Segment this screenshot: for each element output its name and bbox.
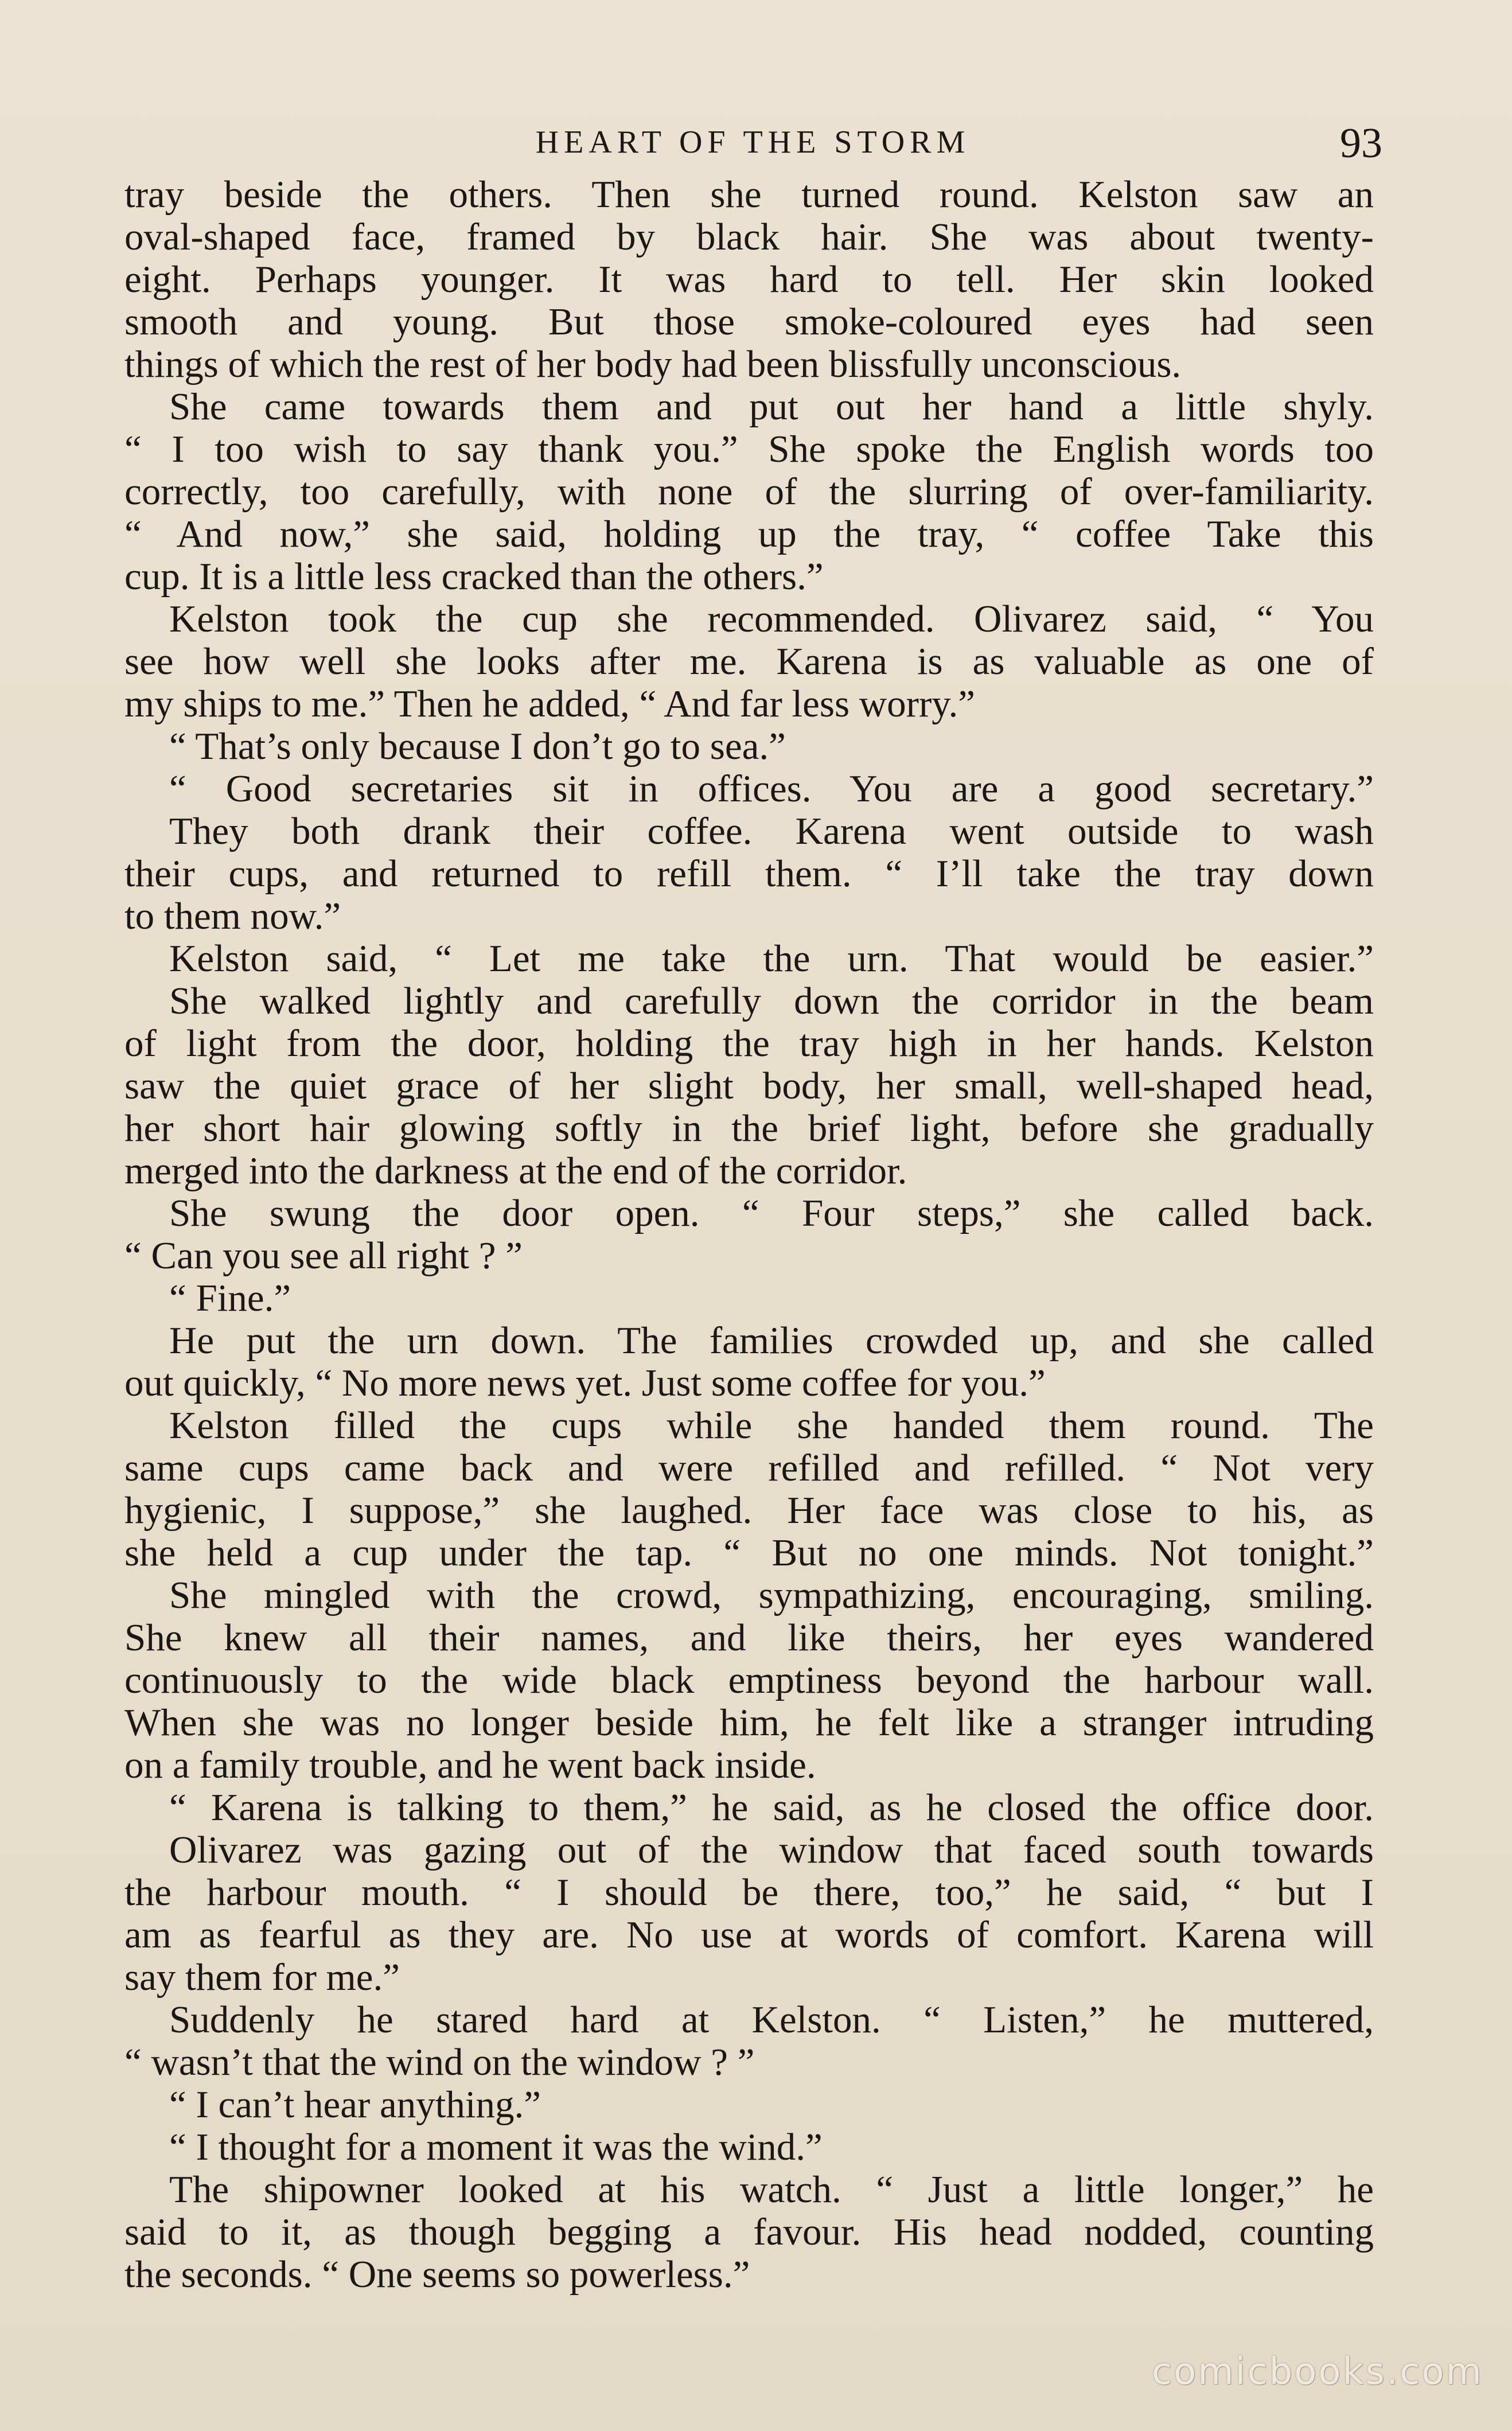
watermark: comicbooks.com [1151,2351,1483,2393]
text-line: their cups, and returned to refill them. “ I’ll take the tray down [124,852,1374,895]
text-line: on a family trouble, and he went back inside. [124,1744,816,1786]
text-line: same cups came back and were refilled and refilled. “ Not very [124,1447,1374,1489]
text-line: tray beside the others. Then she turned round. Kelston saw an [124,173,1374,216]
text-line: merged into the darkness at the end of the corridor. [124,1150,907,1192]
text-line: “ Karena is talking to them,” he said, as he closed the office door. [169,1786,1374,1829]
text-line: say them for me.” [124,1956,400,1998]
text-line: continuously to the wide black emptiness beyond the harbour wall. [124,1659,1374,1701]
text-line: the seconds. “ One seems so powerless.” [124,2253,750,2296]
text-line: eight. Perhaps younger. It was hard to tell. Her skin looked [124,258,1374,301]
text-line: of light from the door, holding the tray high in her hands. Kelston [124,1022,1374,1065]
text-line: “ Good secretaries sit in offices. You are a good secretary.” [169,768,1374,810]
text-line: Olivarez was gazing out of the window that faced south towards [169,1829,1374,1871]
text-line: Kelston filled the cups while she handed them round. The [169,1404,1374,1447]
text-line: “ I thought for a moment it was the wind.” [169,2126,823,2168]
text-line: He put the urn down. The families crowded up, and she called [169,1319,1374,1362]
text-line: smooth and young. But those smoke-coloured eyes had seen [124,301,1374,343]
text-line: hygienic, I suppose,” she laughed. Her face was close to his, as [124,1489,1374,1532]
text-line: She mingled with the crowd, sympathizing, encouraging, smiling. [169,1574,1374,1616]
text-line: “ Can you see all right ? ” [124,1234,523,1277]
text-line: saw the quiet grace of her slight body, her small, well-shaped head, [124,1065,1374,1107]
text-line: the harbour mouth. “ I should be there, too,” he said, “ but I [124,1871,1374,1914]
page-number: 93 [1340,120,1382,167]
text-line: She walked lightly and carefully down the corridor in the beam [169,980,1374,1022]
text-line: She knew all their names, and like theirs, her eyes wandered [124,1616,1374,1659]
text-line: correctly, too carefully, with none of the slurring of over-familiarity. [124,470,1374,513]
text-line: Kelston took the cup she recommended. Olivarez said, “ You [169,598,1374,640]
text-line: she held a cup under the tap. “ But no one minds. Not tonight.” [124,1532,1374,1574]
text-line: cup. It is a little less cracked than the others.” [124,555,824,598]
text-line: They both drank their coffee. Karena went outside to wash [169,810,1374,852]
text-line: said to it, as though begging a favour. His head nodded, counting [124,2211,1374,2253]
text-line: am as fearful as they are. No use at words of comfort. Karena will [124,1914,1374,1956]
running-head: HEART OF THE STORM [535,124,971,160]
text-line: “ I too wish to say thank you.” She spoke the English words too [124,428,1374,470]
text-line: “ I can’t hear anything.” [169,2083,541,2126]
text-line: “ That’s only because I don’t go to sea.” [169,725,786,768]
text-line: out quickly, “ No more news yet. Just some coffee for you.” [124,1362,1046,1404]
text-line: “ wasn’t that the wind on the window ? ” [124,2041,755,2083]
text-line: to them now.” [124,895,341,937]
page-header [123,118,1382,169]
text-line: She came towards them and put out her hand a little shyly. [169,385,1374,428]
text-line: oval-shaped face, framed by black hair. She was about twenty- [124,216,1374,258]
body-text [124,173,1374,2296]
text-line: “ Fine.” [169,1277,291,1319]
text-line: When she was no longer beside him, he felt like a stranger intruding [124,1701,1374,1744]
text-line: Kelston said, “ Let me take the urn. That would be easier.” [169,937,1374,980]
text-line: “ And now,” she said, holding up the tray, “ coffee Take this [124,513,1374,555]
text-line: She swung the door open. “ Four steps,” she called back. [169,1192,1374,1234]
text-line: my ships to me.” Then he added, “ And far less worry.” [124,683,975,725]
text-line: her short hair glowing softly in the brief light, before she gradually [124,1107,1374,1150]
text-line: The shipowner looked at his watch. “ Just a little longer,” he [169,2168,1374,2211]
text-line: Suddenly he stared hard at Kelston. “ Listen,” he muttered, [169,1998,1374,2041]
text-line: see how well she looks after me. Karena is as valuable as one of [124,640,1374,683]
text-line: things of which the rest of her body had been blissfully unconscious. [124,343,1182,385]
